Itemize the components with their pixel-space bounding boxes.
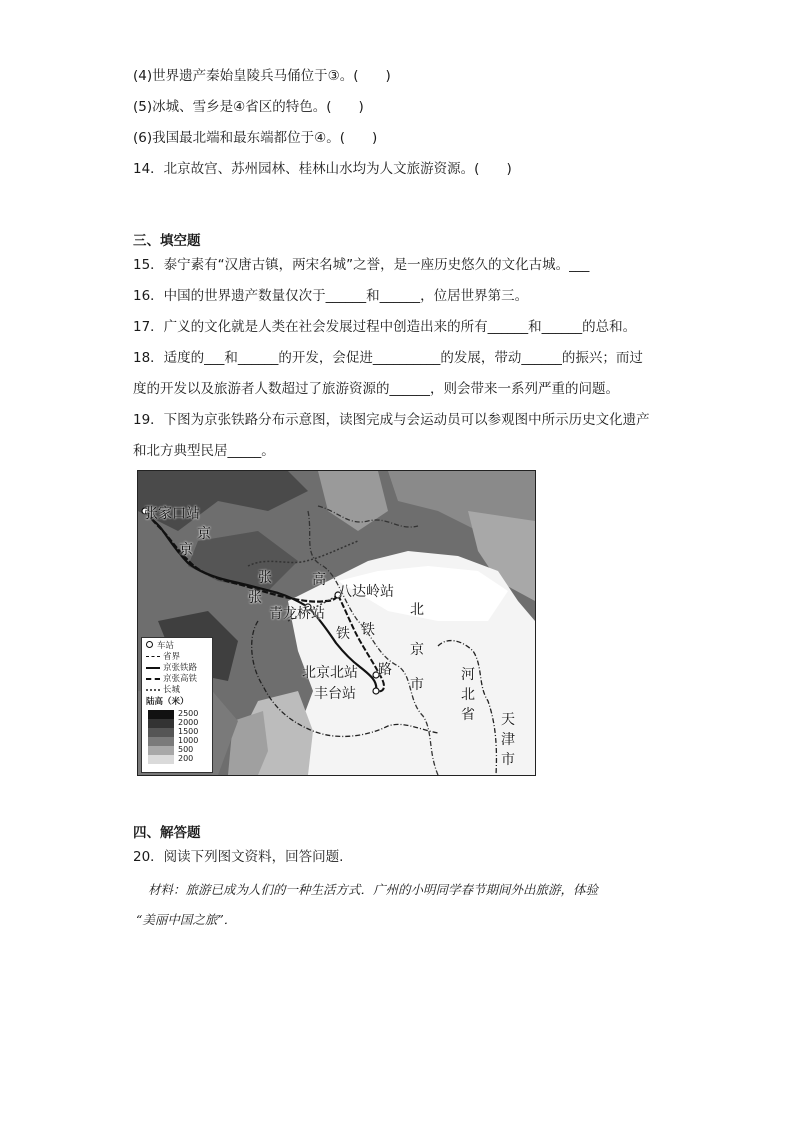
legend-station: 车站	[157, 641, 175, 651]
legend-province-border: 省界	[163, 652, 181, 662]
label-zhang-2: 张	[248, 590, 262, 606]
legend-elev-2000: 2000	[178, 718, 199, 727]
label-badaling-station: 八达岭站	[338, 584, 394, 600]
legend-elev-2500: 2500	[178, 709, 199, 718]
fill-q19-line2: 和北方典型民居_____。	[133, 443, 275, 459]
tf-q4: (4)世界遗产秦始皇陵兵马俑位于③。( )	[133, 68, 391, 84]
legend-elev-200: 200	[178, 754, 194, 763]
label-hebei-bei: 北	[461, 687, 475, 703]
q20: 20．阅读下列图文资料，回答问题.	[133, 849, 344, 865]
jingzhang-railway-map	[137, 470, 536, 776]
fill-q18-line2: 度的开发以及旅游者人数超过了旅游资源的______，则会带来一系列严重的问题。	[133, 381, 619, 397]
label-tianjin-shi: 市	[501, 752, 515, 768]
label-beijing-bei: 北	[410, 602, 424, 618]
label-tianjin-jin: 津	[501, 732, 515, 748]
fill-q17: 17．广义的文化就是人类在社会发展过程中创造出来的所有______和______的总和。	[133, 319, 637, 335]
label-jing-1: 京	[197, 526, 211, 542]
legend-elev-1500: 1500	[178, 727, 199, 736]
legend-great-wall: 长城	[163, 685, 181, 695]
label-hebei-sheng: 省	[461, 707, 475, 723]
label-beijing-north-station: 北京北站	[302, 665, 358, 681]
legend-railway: 京张铁路	[163, 663, 198, 673]
label-fengtai-station: 丰台站	[314, 686, 356, 702]
label-lu: 路	[378, 662, 392, 678]
label-zhang-1: 张	[258, 570, 272, 586]
label-hebei-he: 河	[461, 667, 475, 683]
material-line-1: 材料：旅游已成为人们的一种生活方式．广州的小明同学春节期间外出旅游，体验	[148, 882, 599, 897]
material-line-2: “美丽中国之旅”．	[136, 912, 237, 927]
legend-elevation-title: 陆高（米）	[146, 697, 189, 707]
legend-elev-1000: 1000	[178, 736, 199, 745]
label-tianjin-tian: 天	[501, 712, 515, 728]
tf-q6: (6)我国最北端和最东端都位于④。( )	[133, 130, 378, 146]
label-gao: 高	[312, 572, 326, 588]
label-qinglongqiao-station: 青龙桥站	[269, 606, 325, 622]
fill-q15: 15．泰宁素有“汉唐古镇，两宋名城”之誉，是一座历史悠久的文化古城。___	[133, 257, 590, 273]
section-3-heading: 三、填空题	[133, 233, 201, 249]
legend-elev-500: 500	[178, 745, 194, 754]
fill-q18-line1: 18．适度的___和______的开发，会促进__________的发展，带动______的振兴；而过	[133, 350, 643, 366]
fill-q16: 16．中国的世界遗产数量仅次于______和______，位居世界第三。	[133, 288, 529, 304]
label-tie-1: 铁	[336, 626, 350, 642]
label-zhangjiakou-station: 张家口站	[144, 506, 200, 522]
tf-q5: (5)冰城、雪乡是④省区的特色。( )	[133, 99, 364, 115]
tf-q14: 14．北京故宫、苏州园林、桂林山水均为人文旅游资源。( )	[133, 161, 512, 177]
label-beijing-jing: 京	[410, 642, 424, 658]
legend-hsr: 京张高铁	[163, 674, 198, 684]
label-beijing-shi: 市	[410, 677, 424, 693]
section-4-heading: 四、解答题	[133, 825, 201, 841]
fill-q19-line1: 19．下图为京张铁路分布示意图，读图完成与会运动员可以参观图中所示历史文化遗产	[133, 412, 650, 428]
label-jing-2: 京	[179, 542, 193, 558]
label-tie-2: 铁	[361, 622, 375, 638]
map-legend	[141, 637, 213, 773]
